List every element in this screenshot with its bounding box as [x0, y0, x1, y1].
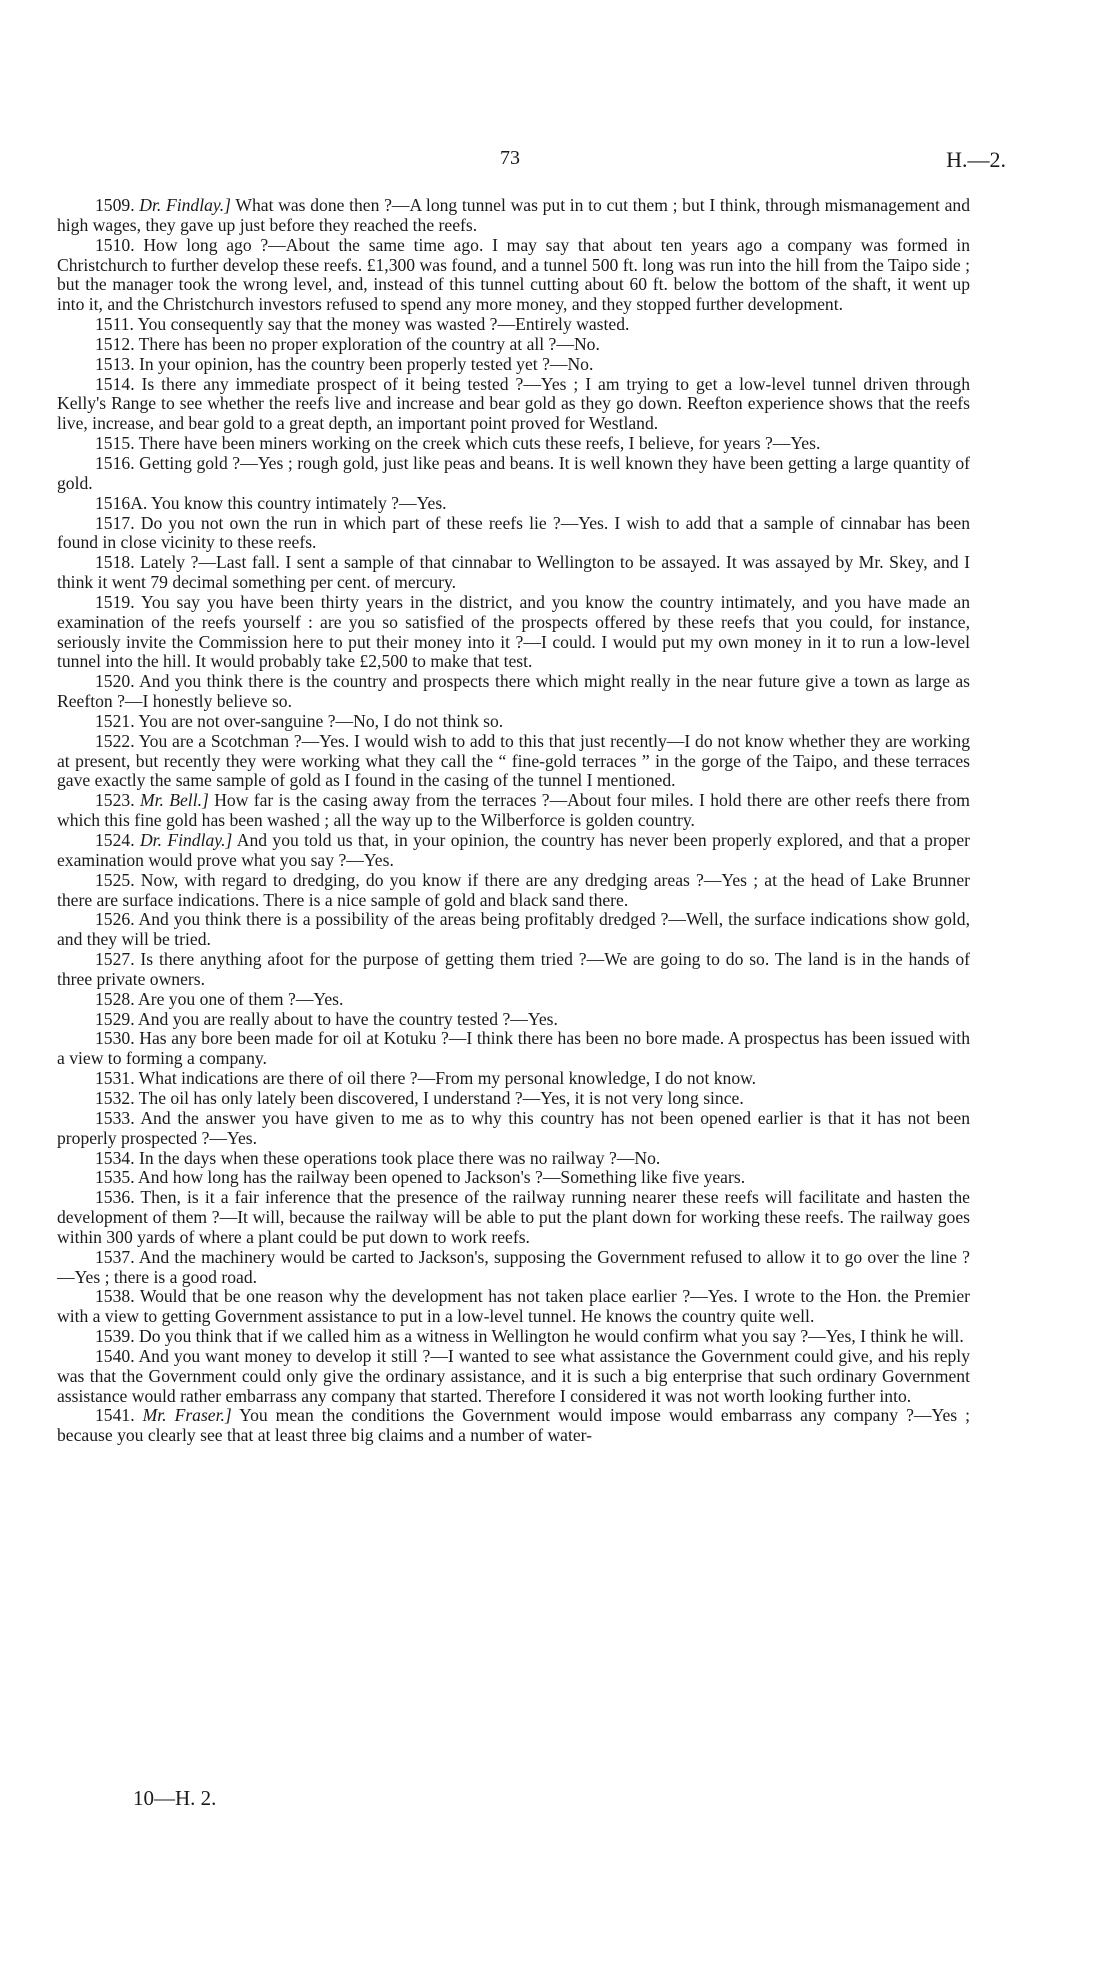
- question-number: 1516.: [95, 452, 135, 473]
- question-paragraph: [57, 1149, 970, 1169]
- question-number: 1536.: [95, 1187, 135, 1208]
- question-number: 1540.: [95, 1345, 135, 1366]
- question-text: Has any bore been made for oil at Kotuku ?—I think there has been no bore made. A prospectus has been issued with a view to forming a company.: [57, 1028, 970, 1069]
- question-text: You consequently say that the money was wasted ?—Entirely wasted.: [133, 314, 630, 335]
- question-text: And you want money to develop it still ?—I wanted to see what assistance the Government could give, and his reply was that the Government could only give the ordinary assistance, and it is such a big enterprise that such ordinary Government assistance would rather embarrass any company that started. Therefore I considered it was not worth looking further into.: [57, 1345, 970, 1406]
- question-text: And you think there is the country and prospects there which might really in the near future give a town as large as Reefton ?—I honestly believe so.: [57, 671, 970, 712]
- question-paragraph: [57, 514, 970, 554]
- question-number: 1525.: [95, 869, 135, 890]
- question-number: 1518.: [95, 552, 135, 573]
- question-paragraph: [57, 1188, 970, 1248]
- question-number: 1526.: [95, 909, 135, 930]
- question-number: 1538.: [95, 1286, 135, 1307]
- question-number: 1511.: [95, 314, 134, 335]
- question-paragraph: [57, 672, 970, 712]
- question-paragraph: [57, 1010, 970, 1030]
- page-number: 73: [500, 147, 520, 169]
- question-number: 1537.: [95, 1246, 135, 1267]
- question-paragraph: [57, 494, 970, 514]
- question-text: What was done then ?—A long tunnel was put in to cut them ; but I think, through mismanagement and high wages, they gave up just before they reached the reefs.: [57, 195, 970, 235]
- question-text: Then, is it a fair inference that the presence of the railway running nearer these reefs will facilitate and hasten the development of them ?—It will, because the railway will be able to put the plant down for working these reefs. The railway goes within 300 yards of where a plant could be put down to work reefs.: [57, 1187, 970, 1247]
- question-number: 1519.: [95, 591, 135, 612]
- question-text: In your opinion, has the country been properly tested yet ?—No.: [134, 353, 594, 374]
- question-paragraph: [57, 553, 970, 593]
- question-text: How far is the casing away from the terraces ?—About four miles. I hold there are other reefs there from which this fine gold has been washed ; all the way up to the Wilberforce is golden country.: [57, 790, 970, 831]
- speaker-name: Mr. Bell.]: [139, 790, 209, 811]
- question-paragraph: [57, 950, 970, 990]
- question-text: There have been miners working on the creek which cuts these reefs, I believe, for years ?—Yes.: [134, 433, 821, 454]
- question-text: In the days when these operations took place there was no railway ?—No.: [134, 1147, 661, 1168]
- question-text: You are a Scotchman ?—Yes. I would wish to add to this that just recently—I do not know whether they are working at present, but recently they were working what they call the “ fine-gold terraces ” in the gorge of the Taipo, and these terraces gave exactly the same sample of gold as I found in the casing of the tunnel I mentioned.: [57, 730, 970, 791]
- question-paragraph: [57, 315, 970, 335]
- question-number: 1541.: [95, 1405, 135, 1426]
- question-paragraph: [57, 454, 970, 494]
- question-text: Is there anything afoot for the purpose of getting them tried ?—We are going to do so. The land is in the hands of three private owners.: [57, 949, 970, 989]
- question-number: 1530.: [95, 1028, 135, 1049]
- question-text: And the machinery would be carted to Jackson's, supposing the Government refused to allow it to go over the line ?—Yes ; there is a good road.: [57, 1246, 970, 1287]
- question-number: 1521.: [95, 710, 135, 731]
- question-number: 1520.: [95, 671, 135, 692]
- question-number: 1527.: [95, 949, 135, 970]
- question-text: Is there any immediate prospect of it being tested ?—Yes ; I am trying to get a low-level tunnel driven through Kelly's Range to see whether the reefs live and increase and bear gold as they go down. Reefton experience shows that the reefs live, increase, and bear gold to a great depth, an important point proved for Westland.: [57, 373, 970, 434]
- printer-signature: 10—H. 2.: [133, 1786, 217, 1810]
- question-paragraph: [57, 196, 970, 236]
- question-paragraph: [57, 1029, 970, 1069]
- question-text: You know this country intimately ?—Yes.: [147, 492, 447, 513]
- question-number: 1535.: [95, 1167, 135, 1188]
- question-text: And you are really about to have the country tested ?—Yes.: [134, 1008, 558, 1029]
- question-number: 1516A.: [95, 492, 148, 513]
- question-paragraph: [57, 871, 970, 911]
- question-number: 1510.: [95, 234, 135, 255]
- question-paragraph: [57, 712, 970, 732]
- question-paragraph: [57, 1347, 970, 1407]
- question-text: And you told us that, in your opinion, the country has never been properly explored, and that a proper examination would prove what you say ?—Yes.: [57, 830, 970, 870]
- question-paragraph: [57, 1109, 970, 1149]
- question-paragraph: [57, 355, 970, 375]
- question-text: And how long has the railway been opened to Jackson's ?—Something like five years.: [134, 1167, 746, 1188]
- question-text: Now, with regard to dredging, do you know if there are any dredging areas ?—Yes ; at the head of Lake Brunner there are surface indications. There is a nice sample of gold and black sand there.: [57, 869, 970, 910]
- question-text: And the answer you have given to me as to why this country has not been opened earlier is that it has not been properly prospected ?—Yes.: [57, 1107, 970, 1148]
- question-number: 1528.: [95, 988, 135, 1009]
- question-text: Would that be one reason why the development has not taken place earlier ?—Yes. I wrote to the Hon. the Premier with a view to getting Government assistance to put in a low-level tunnel. He knows the country quite well.: [57, 1286, 970, 1327]
- question-text: The oil has only lately been discovered, I understand ?—Yes, it is not very long since.: [134, 1087, 744, 1108]
- question-text: And you think there is a possibility of the areas being profitably dredged ?—Well, the surface indications show gold, and they will be tried.: [57, 909, 970, 950]
- question-number: 1532.: [95, 1087, 135, 1108]
- question-number: 1512.: [95, 333, 135, 354]
- question-text: Do you not own the run in which part of these reefs lie ?—Yes. I wish to add that a sample of cinnabar has been found in close vicinity to these reefs.: [57, 512, 970, 553]
- question-number: 1531.: [95, 1068, 135, 1089]
- question-paragraph: [57, 1168, 970, 1188]
- question-paragraph: [57, 1327, 970, 1347]
- question-paragraph: [57, 236, 970, 315]
- question-number: 1517.: [95, 512, 135, 533]
- question-paragraph: [57, 1287, 970, 1327]
- speaker-name: Mr. Fraser.]: [142, 1405, 232, 1426]
- question-paragraph: [57, 375, 970, 435]
- question-text: You are not over-sanguine ?—No, I do not think so.: [134, 710, 504, 731]
- question-text: You say you have been thirty years in the district, and you know the country intimately, and you have made an examination of the reefs yourself : are you so satisfied of the prospects offered by these reefs that you could, for instance, seriously invite the Commission here to put their money into it ?—I could. I would put my own money in it to run a low-level tunnel into the hill. It would probably take £2,500 to make that test.: [57, 591, 970, 672]
- question-text: Are you one of them ?—Yes.: [134, 988, 344, 1009]
- question-paragraph: [57, 434, 970, 454]
- testimony-body: [57, 196, 970, 1446]
- question-text: What indications are there of oil there ?—From my personal knowledge, I do not know.: [134, 1068, 757, 1089]
- question-text: There has been no proper exploration of the country at all ?—No.: [134, 333, 600, 354]
- speaker-name: Dr. Findlay.]: [139, 195, 231, 215]
- question-text: Do you think that if we called him as a witness in Wellington he would confirm what you say ?—Yes, I think he will.: [134, 1326, 964, 1347]
- document-code: H.—2.: [946, 147, 1006, 172]
- question-number: 1514.: [95, 373, 135, 394]
- question-number: 1513.: [95, 353, 135, 374]
- question-text: Getting gold ?—Yes ; rough gold, just like peas and beans. It is well known they have been getting a large quantity of gold.: [57, 452, 970, 493]
- question-paragraph: [57, 732, 970, 792]
- question-paragraph: [57, 831, 970, 871]
- question-number: 1529.: [95, 1008, 135, 1029]
- question-text: How long ago ?—About the same time ago. I may say that about ten years ago a company was formed in Christchurch to further develop these reefs. £1,300 was found, and a tunnel 500 ft. long was run into the hill from the Taipo side ; but the manager took the wrong level, and, instead of this tunnel cutting about 60 ft. below the bottom of the shaft, it went up into it, and the Christchurch investors refused to spend any more money, and they stopped further development.: [57, 234, 970, 315]
- question-number: 1524.: [95, 830, 135, 850]
- question-paragraph: [57, 1248, 970, 1288]
- question-number: 1515.: [95, 433, 135, 454]
- question-paragraph: [57, 990, 970, 1010]
- question-paragraph: [57, 791, 970, 831]
- speaker-name: Dr. Findlay.]: [139, 830, 233, 850]
- question-paragraph: [57, 1406, 970, 1446]
- question-number: 1522.: [95, 730, 135, 751]
- question-number: 1533.: [95, 1107, 135, 1128]
- question-number: 1539.: [95, 1326, 135, 1347]
- question-paragraph: [57, 335, 970, 355]
- question-number: 1523.: [95, 790, 135, 811]
- question-paragraph: [57, 910, 970, 950]
- question-text: You mean the conditions the Government would impose would embarrass any company ?—Yes ; because you clearly see that at least three big claims and a number of water-: [57, 1405, 970, 1446]
- question-number: 1534.: [95, 1147, 135, 1168]
- question-paragraph: [57, 593, 970, 672]
- question-paragraph: [57, 1089, 970, 1109]
- question-number: 1509.: [95, 195, 135, 215]
- question-paragraph: [57, 1069, 970, 1089]
- question-text: Lately ?—Last fall. I sent a sample of that cinnabar to Wellington to be assayed. It was assayed by Mr. Skey, and I think it went 79 decimal something per cent. of mercury.: [57, 552, 970, 593]
